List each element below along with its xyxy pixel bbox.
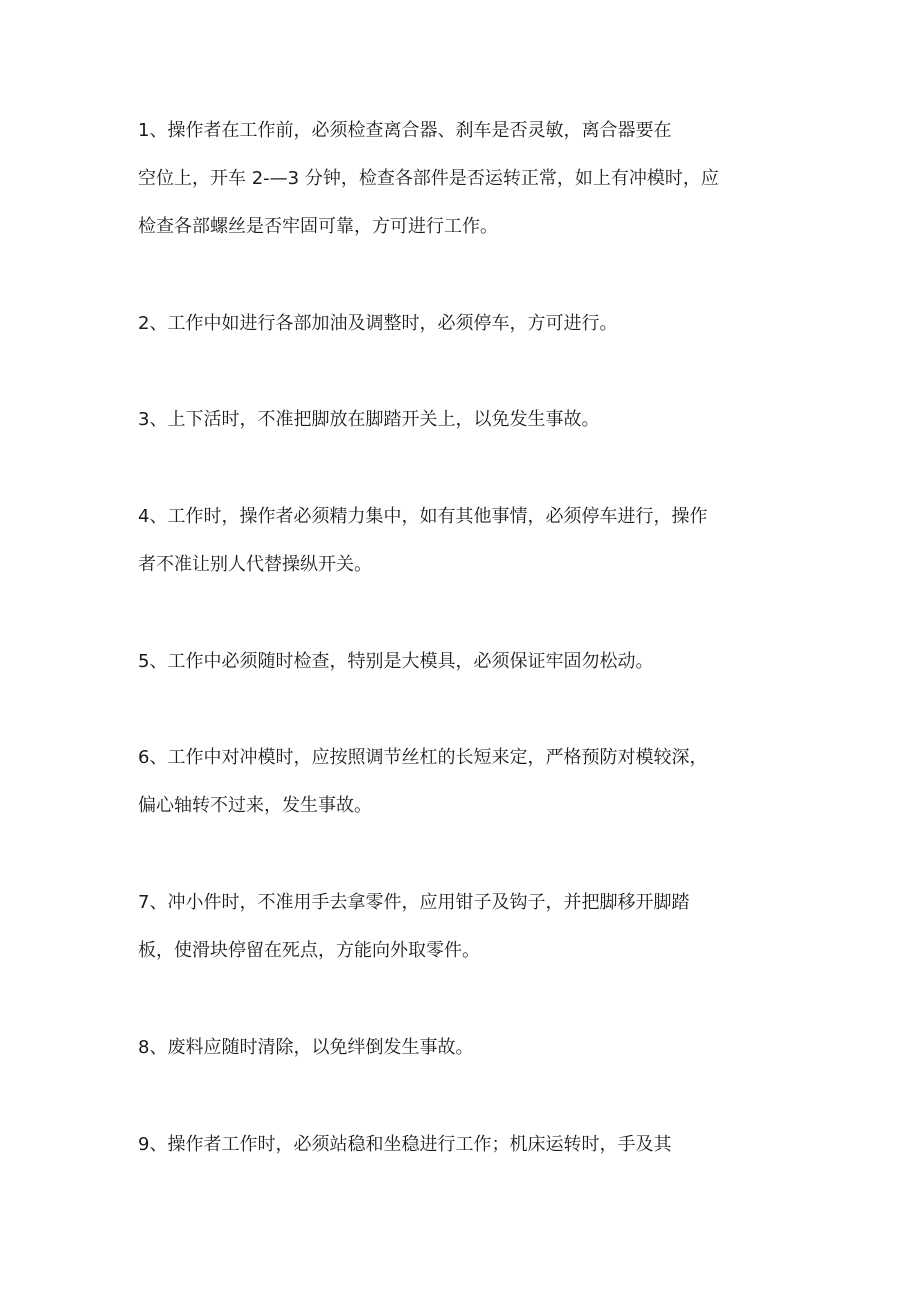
paragraph-5	[138, 650, 788, 674]
paragraph-line: 9、操作者工作时，必须站稳和坐稳进行工作；机床运转时，手及其	[138, 1134, 672, 1155]
paragraph-4	[138, 505, 788, 577]
paragraph-7	[138, 891, 788, 963]
paragraph-2	[138, 312, 788, 336]
paragraph-line: 7、冲小件时，不准用手去拿零件，应用钳子及钩子，并把脚移开脚踏	[138, 892, 690, 913]
paragraph-line: 6、工作中对冲模时，应按照调节丝杠的长短来定，严格预防对模较深，	[138, 747, 708, 768]
paragraph-line: 5、工作中必须随时检查，特别是大模具，必须保证牢固勿松动。	[138, 651, 654, 672]
paragraph-6	[138, 746, 788, 818]
paragraph-1	[138, 119, 788, 239]
paragraph-line: 1、操作者在工作前，必须检查离合器、刹车是否灵敏，离合器要在	[138, 120, 672, 141]
paragraph-3	[138, 408, 788, 432]
paragraph-line: 偏心轴转不过来，发生事故。	[138, 795, 372, 816]
paragraph-9	[138, 1133, 788, 1157]
paragraph-line: 4、工作时，操作者必须精力集中，如有其他事情，必须停车进行，操作	[138, 506, 708, 527]
paragraph-line: 者不准让别人代替操纵开关。	[138, 554, 372, 575]
paragraph-line: 8、废料应随时清除，以免绊倒发生事故。	[138, 1037, 474, 1058]
paragraph-8	[138, 1036, 788, 1060]
paragraph-line: 检查各部螺丝是否牢固可靠，方可进行工作。	[138, 216, 498, 237]
paragraph-line: 空位上，开车 2-—3 分钟，检查各部件是否运转正常，如上有冲模时，应	[138, 168, 719, 189]
paragraph-line: 板，使滑块停留在死点，方能向外取零件。	[138, 940, 480, 961]
paragraph-line: 2、工作中如进行各部加油及调整时，必须停车，方可进行。	[138, 313, 618, 334]
paragraph-line: 3、上下活时，不准把脚放在脚踏开关上，以免发生事故。	[138, 409, 600, 430]
